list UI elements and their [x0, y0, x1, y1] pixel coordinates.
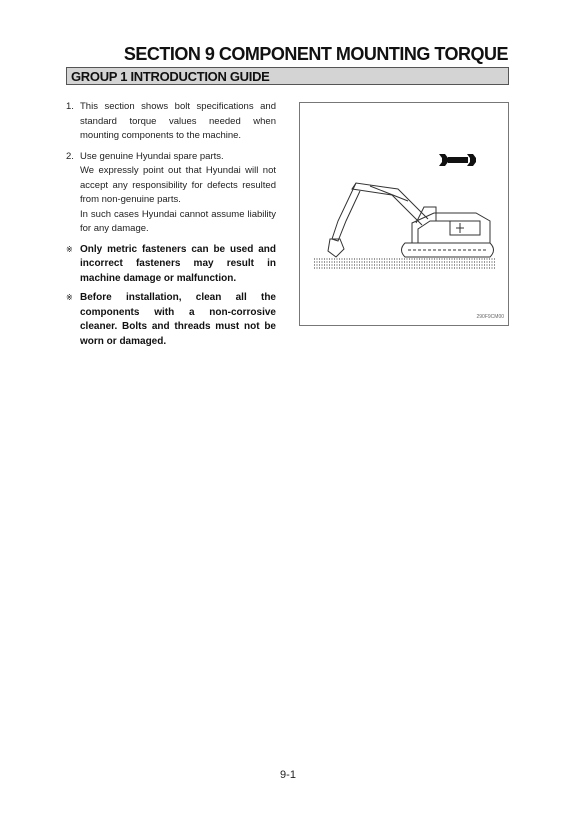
list-item-2 [66, 150, 276, 237]
list-item-text: This section shows bolt specifications and standard torque values needed when mounting components to the machine. [80, 101, 276, 141]
list-item-paragraph: In such cases Hyundai cannot assume liability for any damage. [80, 208, 276, 234]
note-clean-components [66, 291, 276, 349]
note-mark-icon: ※ [66, 293, 73, 302]
excavator-figure [299, 102, 509, 326]
note-mark-icon: ※ [66, 244, 73, 254]
note-text: Before installation, clean all the components with a non-corrosive cleaner. Bolts and threads must not be worn or damaged. [80, 292, 276, 347]
list-item-paragraph: We expressly point out that Hyundai will not accept any responsibility for defects resulted from non-genuine parts. [80, 165, 276, 205]
list-item-number: 2. [66, 150, 74, 162]
list-item-number: 1. [66, 101, 74, 112]
page-number: 9-1 [280, 769, 296, 781]
wrench-icon [439, 154, 476, 166]
figure-canvas [300, 103, 510, 327]
list-item-1 [66, 100, 276, 144]
group-title: GROUP 1 INTRODUCTION GUIDE [71, 69, 270, 84]
instructions-column [66, 100, 276, 354]
list-item-text: Use genuine Hyundai spare parts. [80, 150, 224, 162]
section-title: SECTION 9 COMPONENT MOUNTING TORQUE [123, 44, 508, 64]
group-header-bar [66, 67, 509, 85]
figure-code: 290F9CM00 [476, 314, 504, 320]
note-text: Only metric fasteners can be used and incorrect fasteners may result in machine damage or malfunction. [80, 243, 276, 284]
excavator-illustration [314, 183, 496, 268]
note-metric-fasteners [66, 243, 276, 287]
